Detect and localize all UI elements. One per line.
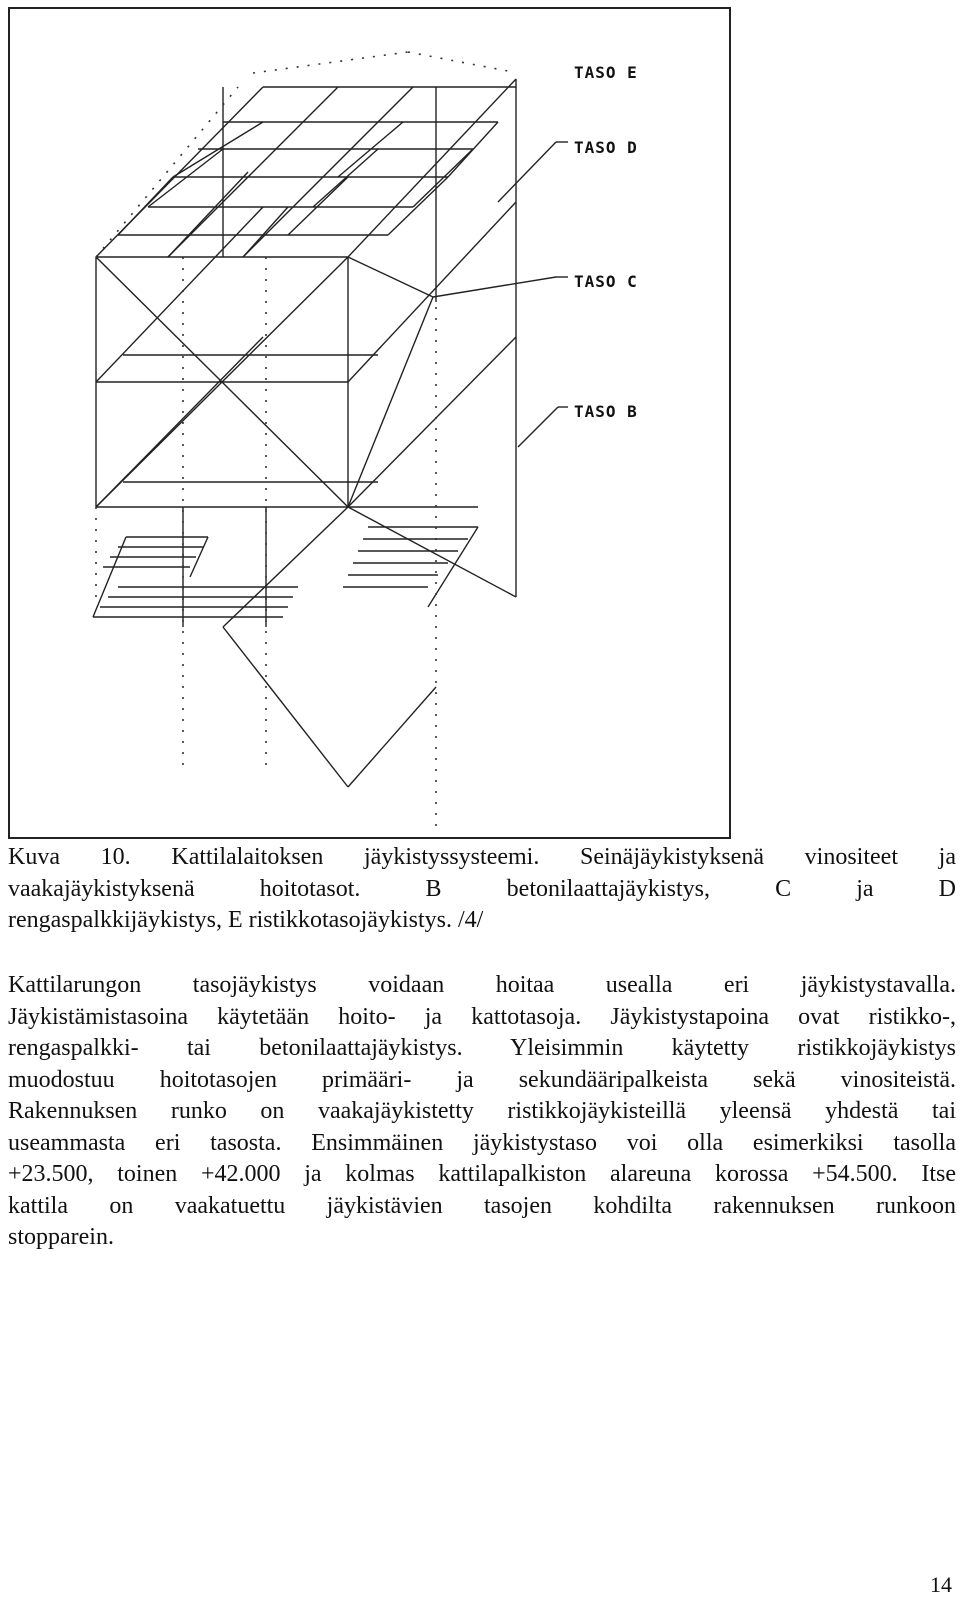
paragraph-line: rengaspalkki- tai betonilaattajäykistys. Yleisimmin käytetty ristikkojäykistys: [8, 1035, 956, 1061]
label-taso-c: TASO C: [574, 272, 638, 291]
caption-line: Kuva 10. Kattilalaitoksen jäykistyssysteemi. Seinäjäykistyksenä vinositeet ja: [8, 844, 956, 870]
structure-lines: [93, 79, 568, 787]
body-paragraph: [8, 970, 956, 1254]
paragraph-line: stopparein.: [8, 1224, 114, 1250]
label-taso-b: TASO B: [574, 402, 638, 421]
figure-frame: [9, 8, 730, 838]
paragraph-line: kattila on vaakatuettu jäykistävien tasojen kohdilta rakennuksen runkoon: [8, 1192, 956, 1219]
paragraph-line: muodostuu hoitotasojen primääri- ja sekundääripalkeista sekä vinositeistä.: [8, 1066, 956, 1093]
boiler-structure-diagram: [8, 7, 731, 839]
caption-line: vaakajäykistyksenä hoitotasot. B betonilaattajäykistys, C ja D: [8, 875, 956, 902]
dotted-lines: [96, 52, 513, 827]
paragraph-line: Kattilarungon tasojäykistys voidaan hoitaa usealla eri jäykistystavalla.: [8, 972, 956, 998]
caption-line: rengaspalkkijäykistys, E ristikkotasojäykistys. /4/: [8, 907, 484, 933]
label-taso-e: TASO E: [574, 63, 638, 82]
label-taso-d: TASO D: [574, 138, 638, 157]
paragraph-line: Rakennuksen runko on vaakajäykistetty ristikkojäykisteillä yleensä yhdestä tai: [8, 1098, 956, 1124]
paragraph-line: +23.500, toinen +42.000 ja kolmas kattilapalkiston alareuna korossa +54.500. Itse: [8, 1161, 956, 1187]
figure-caption: [8, 842, 956, 937]
paragraph-line: Jäykistämistasoina käytetään hoito- ja kattotasoja. Jäykistystapoina ovat ristikko-,: [8, 1003, 956, 1030]
page-number: 14: [930, 1572, 952, 1597]
paragraph-line: useammasta eri tasosta. Ensimmäinen jäykistystaso voi olla esimerkiksi tasolla: [8, 1129, 956, 1156]
